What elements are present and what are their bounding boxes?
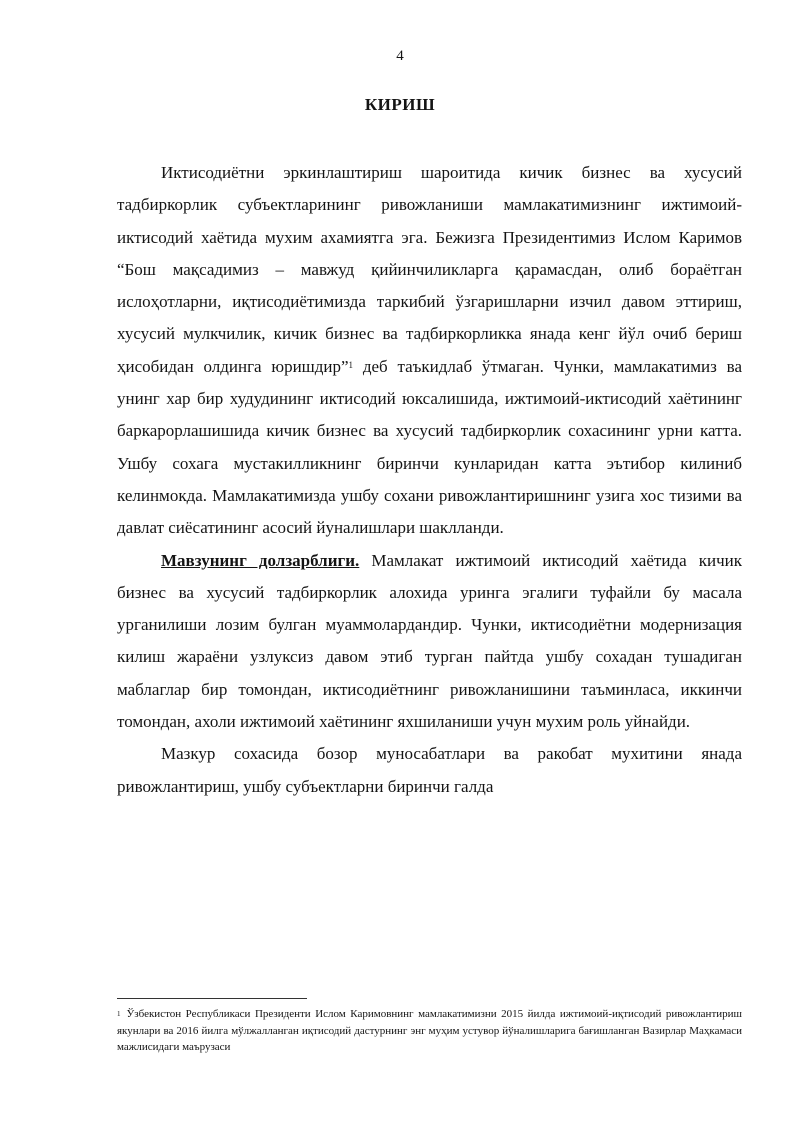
footnote-reference: 1 (348, 359, 354, 370)
paragraph-3 (117, 738, 742, 803)
paragraph-3-text: Мазкур сохасида бозор муносабатлари ва ракобат мухитини янада ривожлантириш, ушбу субъектларни биринчи галда (117, 744, 742, 796)
footnote-text: Ўзбекистон Республикаси Президенти Ислом Каримовнинг мамлакатимизни 2015 йилда ижтимоий-иқтисодий ривожлантириш якунлари ва 2016 йилга мўлжалланган иқтисодий дастурнинг энг муҳим устувор йўналишларига бағишланган Вазирлар Маҳкамаси мажлисидаги маърузаси (117, 1008, 742, 1053)
footnote-marker: 1 (117, 1010, 121, 1018)
footnote-divider (117, 998, 307, 999)
page-title: КИРИШ (364, 95, 436, 114)
footnote (117, 1006, 742, 1056)
paragraph-1-part-2: деб таъкидлаб ўтмаган. Чунки, мамлакатимиз ва унинг хар бир худудининг иктисодий юксалишида, ижтимоий-иктисодий хаётининг баркарорлашишида кичик бизнес ва хусусий тадбиркорлик сохасининг урни катта. Ушбу сохага мустакилликнинг биринчи кунларидан катта эътибор килиниб келинмокда. Мамлакатимизда ушбу сохани ривожлантиришнинг узига хос тизими ва давлат сиёсатининг асосий йуналишлари шаклланди. (117, 356, 742, 538)
paragraph-1 (117, 157, 742, 545)
paragraph-2 (117, 545, 742, 739)
paragraph-1-part-1: Иктисодиётни эркинлаштириш шароитида кичик бизнес ва хусусий тадбиркорлик субъектларининг ривожланиши мамлакатимизнинг ижтимоий-иктисодий хаётида мухим ахамиятга эга. Бежизга Президентимиз Ислом Каримов “Бош мақсадимиз – мавжуд қийинчиликларга қарамасдан, олиб бораётган ислоҳотларни, иқтисодиётимизда таркибий ўзгаришларни изчил давом эттириш, хусусий мулкчилик, кичик бизнес ва тадбиркорликка янада кенг йўл очиб бериш ҳисобидан олдинга юришдир” (117, 163, 742, 376)
page-number: 4 (396, 48, 404, 64)
paragraph-2-text: Мамлакат ижтимоий иктисодий хаётида кичик бизнес ва хусусий тадбиркорлик алохида уринга эгалиги туфайли бу масала урганилиши лозим булган муаммолардандир. Чунки, иктисодиётни модернизация килиш жараёни узлуксиз давом этиб турган пайтда ушбу сохадан тушадиган маблаглар бир томондан, иктисодиётнинг ривожланишини таъминласа, иккинчи томондан, ахоли ижтимоий хаётининг яхшиланиши учун мухим роль уйнайди. (117, 550, 742, 732)
body-text (117, 157, 742, 803)
section-heading-relevance: Мавзунинг долзарблиги. (161, 550, 360, 570)
